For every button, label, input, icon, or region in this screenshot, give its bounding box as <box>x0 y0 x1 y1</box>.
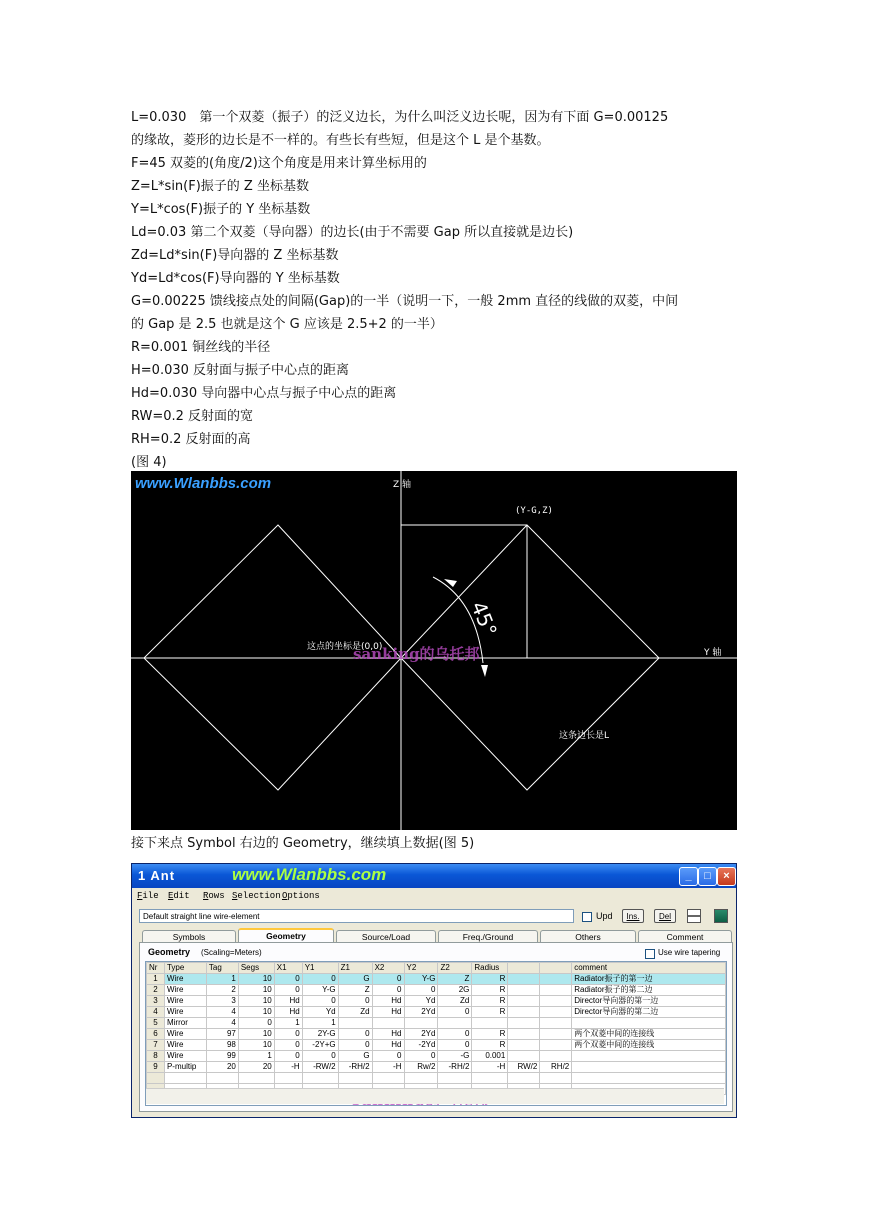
window-title: 1 Ant <box>138 868 176 883</box>
calculator-icon[interactable] <box>714 909 728 923</box>
tab-source-load[interactable]: Source/Load <box>336 930 436 942</box>
grid-cell[interactable]: 20 <box>206 1062 238 1073</box>
grid-cell[interactable]: Wire <box>164 985 206 996</box>
fig4-overlay-watermark: sanking的乌托邦 <box>353 645 480 663</box>
menu-file[interactable]: File <box>137 891 159 901</box>
grid-cell[interactable]: 0 <box>338 996 372 1007</box>
text-line: L=0.030 第一个双菱（振子）的泛义边长，为什么叫泛义边长呢，因为有下面 G=0.00125 <box>131 110 669 125</box>
text-line: RH=0.2 反射面的高 <box>131 432 251 447</box>
empty-cell[interactable] <box>472 1073 508 1084</box>
geometry-panel <box>139 942 733 1112</box>
row-number-cell[interactable]: 7 <box>147 1040 165 1051</box>
edge-label: 这条边长是L <box>559 731 610 741</box>
grid-cell[interactable] <box>540 996 572 1007</box>
grid-cell[interactable]: 1 <box>302 1018 338 1029</box>
text-line: 的 Gap 是 2.5 也就是这个 G 应该是 2.5+2 的一半） <box>131 317 443 332</box>
figure-4-diagram <box>131 471 737 830</box>
grid-cell[interactable] <box>540 1018 572 1029</box>
fig4-watermark: www.Wlanbbs.com <box>135 475 272 492</box>
text-line: Y=L*cos(F)振子的 Y 坐标基数 <box>131 202 311 217</box>
grid-cell[interactable]: Y-G <box>404 974 438 985</box>
grid-cell[interactable]: 4 <box>206 1018 238 1029</box>
grid-cell[interactable]: 0 <box>372 1051 404 1062</box>
grid-cell[interactable]: 0 <box>274 1051 302 1062</box>
row-number-cell[interactable]: 3 <box>147 996 165 1007</box>
grid-cell[interactable]: -H <box>472 1062 508 1073</box>
grid-cell[interactable]: 0 <box>274 985 302 996</box>
grid-cell[interactable]: Wire <box>164 1007 206 1018</box>
grid-cell[interactable]: 20 <box>238 1062 274 1073</box>
title-watermark: www.Wlanbbs.com <box>232 865 387 884</box>
grid-cell[interactable]: 99 <box>206 1051 238 1062</box>
grid-cell[interactable] <box>540 1007 572 1018</box>
copy-icon[interactable] <box>687 909 701 923</box>
document-text <box>131 106 738 474</box>
empty-cell[interactable] <box>404 1073 438 1084</box>
empty-cell[interactable] <box>147 1073 165 1084</box>
grid-cell[interactable]: 10 <box>238 985 274 996</box>
grid-cell[interactable]: R <box>472 985 508 996</box>
grid-cell[interactable]: -2Y+G <box>302 1040 338 1051</box>
grid-cell[interactable]: 1 <box>238 1051 274 1062</box>
geometry-grid <box>145 961 727 1106</box>
grid-cell[interactable]: 0 <box>274 1040 302 1051</box>
grid-cell[interactable]: 10 <box>238 1029 274 1040</box>
grid-cell[interactable]: Hd <box>372 996 404 1007</box>
grid-cell[interactable]: Wire <box>164 1040 206 1051</box>
grid-cell[interactable]: R <box>472 996 508 1007</box>
grid-cell[interactable]: Wire <box>164 1051 206 1062</box>
grid-cell[interactable] <box>508 996 540 1007</box>
empty-cell[interactable] <box>372 1073 404 1084</box>
grid-cell[interactable] <box>404 1018 438 1029</box>
grid-cell[interactable]: Z <box>338 985 372 996</box>
table-row[interactable] <box>147 1007 726 1018</box>
grid-cell[interactable]: G <box>338 974 372 985</box>
grid-cell[interactable]: 0 <box>438 1029 472 1040</box>
grid-cell[interactable] <box>540 985 572 996</box>
grid-cell[interactable] <box>508 985 540 996</box>
geometry-table <box>146 962 726 1095</box>
grid-cell[interactable]: 0 <box>338 1029 372 1040</box>
table-row[interactable] <box>147 1040 726 1051</box>
menu-edit[interactable]: Edit <box>168 891 190 901</box>
comment-cell[interactable] <box>572 1062 726 1073</box>
row-number-cell[interactable]: 8 <box>147 1051 165 1062</box>
grid-cell[interactable]: -RH/2 <box>438 1062 472 1073</box>
grid-cell[interactable]: 2Yd <box>404 1029 438 1040</box>
empty-cell[interactable] <box>572 1073 726 1084</box>
grid-cell[interactable] <box>540 974 572 985</box>
grid-cell[interactable]: Wire <box>164 996 206 1007</box>
angle-arrow-bottom <box>481 665 488 677</box>
grid-cell[interactable] <box>508 974 540 985</box>
table-row[interactable] <box>147 1051 726 1062</box>
grid-cell[interactable]: Yd <box>404 996 438 1007</box>
grid-cell[interactable]: Wire <box>164 1029 206 1040</box>
grid-cell[interactable]: 0 <box>438 1040 472 1051</box>
grid-cell[interactable] <box>540 1029 572 1040</box>
grid-cell[interactable]: -H <box>372 1062 404 1073</box>
grid-column-header[interactable]: Y1 <box>302 963 338 974</box>
text-line: Ld=0.03 第二个双菱（导向器）的边长(由于不需要 Gap 所以直接就是边长) <box>131 225 574 240</box>
text-line: Hd=0.030 导向器中心点与振子中心点的距离 <box>131 386 397 401</box>
grid-cell[interactable]: 97 <box>206 1029 238 1040</box>
grid-cell[interactable]: 0 <box>404 1051 438 1062</box>
row-number-cell[interactable]: 5 <box>147 1018 165 1029</box>
grid-cell[interactable] <box>540 1051 572 1062</box>
upd-label: Upd <box>596 911 613 921</box>
empty-cell[interactable] <box>164 1073 206 1084</box>
grid-cell[interactable]: R <box>472 974 508 985</box>
tab-freq-ground[interactable]: Freq./Ground <box>438 930 538 942</box>
grid-cell[interactable] <box>508 1040 540 1051</box>
grid-cell[interactable]: 0 <box>372 974 404 985</box>
grid-cell[interactable]: -RH/2 <box>338 1062 372 1073</box>
grid-column-header[interactable]: Nr <box>147 963 165 974</box>
grid-cell[interactable]: 0 <box>238 1018 274 1029</box>
grid-cell[interactable] <box>508 1029 540 1040</box>
row-number-cell[interactable]: 2 <box>147 985 165 996</box>
grid-cell[interactable]: 3 <box>206 996 238 1007</box>
grid-cell[interactable]: 10 <box>238 1040 274 1051</box>
grid-cell[interactable]: 4 <box>206 1007 238 1018</box>
status-field: Default straight line wire-element <box>139 909 574 923</box>
grid-cell[interactable]: Y-G <box>302 985 338 996</box>
empty-cell[interactable] <box>238 1073 274 1084</box>
grid-cell[interactable]: -RW/2 <box>302 1062 338 1073</box>
grid-cell[interactable]: -2Yd <box>404 1040 438 1051</box>
grid-cell[interactable]: 0 <box>274 1029 302 1040</box>
grid-column-header[interactable]: Tag <box>206 963 238 974</box>
tab-comment[interactable]: Comment <box>638 930 732 942</box>
empty-row[interactable] <box>147 1073 726 1084</box>
del-button[interactable] <box>654 909 676 923</box>
comment-cell[interactable]: Director导向器的第一边 <box>572 996 726 1007</box>
grid-column-header[interactable]: Z1 <box>338 963 372 974</box>
grid-cell[interactable] <box>508 1051 540 1062</box>
text-line: F=45 双菱的(角度/2)这个角度是用来计算坐标用的 <box>131 156 427 171</box>
tab-geometry[interactable]: Geometry <box>238 928 334 943</box>
grid-cell[interactable]: RW/2 <box>508 1062 540 1073</box>
grid-cell[interactable]: Wire <box>164 974 206 985</box>
grid-cell[interactable]: Rw/2 <box>404 1062 438 1073</box>
empty-cell[interactable] <box>274 1073 302 1084</box>
grid-cell[interactable] <box>508 1018 540 1029</box>
grid-cell[interactable]: R <box>472 1029 508 1040</box>
grid-cell[interactable]: 2 <box>206 985 238 996</box>
empty-cell[interactable] <box>206 1073 238 1084</box>
grid-column-header[interactable] <box>540 963 572 974</box>
text-line: R=0.001 铜丝线的半径 <box>131 340 271 355</box>
maximize-button[interactable]: □ <box>698 867 717 886</box>
grid-column-header[interactable]: comment <box>572 963 726 974</box>
comment-cell[interactable]: Radiator振子的第二边 <box>572 985 726 996</box>
menu-rows[interactable]: Rows <box>203 891 225 901</box>
menu-bar <box>132 889 736 905</box>
grid-column-header[interactable]: Y2 <box>404 963 438 974</box>
text-line: Yd=Ld*cos(F)导向器的 Y 坐标基数 <box>131 271 340 286</box>
grid-cell[interactable]: 0 <box>302 1051 338 1062</box>
text-line: H=0.030 反射面与振子中心点的距离 <box>131 363 350 378</box>
grid-cell[interactable]: 2G <box>438 985 472 996</box>
comment-cell[interactable]: Director导向器的第二边 <box>572 1007 726 1018</box>
grid-cell[interactable]: R <box>472 1007 508 1018</box>
minimize-button[interactable]: _ <box>679 867 698 886</box>
grid-cell[interactable]: 0 <box>404 985 438 996</box>
grid-cell[interactable]: 10 <box>238 996 274 1007</box>
panel-title: Geometry <box>148 947 191 957</box>
empty-cell[interactable] <box>302 1073 338 1084</box>
grid-cell[interactable]: Mirror <box>164 1018 206 1029</box>
horizontal-scrollbar[interactable] <box>146 1088 724 1104</box>
grid-cell[interactable]: Hd <box>372 1040 404 1051</box>
grid-cell[interactable]: Hd <box>372 1029 404 1040</box>
row-number-cell[interactable]: 6 <box>147 1029 165 1040</box>
grid-cell[interactable]: 1 <box>206 974 238 985</box>
y-axis-label: Y 轴 <box>704 648 722 658</box>
grid-cell[interactable]: Zd <box>338 1007 372 1018</box>
close-button[interactable]: × <box>717 867 736 886</box>
scaling-label: (Scaling=Meters) <box>201 948 262 957</box>
grid-column-header[interactable]: Segs <box>238 963 274 974</box>
grid-column-header[interactable]: X1 <box>274 963 302 974</box>
grid-header-row <box>147 963 726 974</box>
grid-cell[interactable]: 0.001 <box>472 1051 508 1062</box>
tab-others[interactable]: Others <box>540 930 636 942</box>
table-row[interactable] <box>147 1018 726 1029</box>
tab-strip <box>139 929 734 943</box>
comment-cell[interactable]: 两个双菱中间的连接线 <box>572 1040 726 1051</box>
comment-cell[interactable] <box>572 1018 726 1029</box>
grid-cell[interactable] <box>472 1018 508 1029</box>
grid-cell[interactable] <box>508 1007 540 1018</box>
text-line: (图 4) <box>131 455 167 470</box>
grid-cell[interactable] <box>438 1018 472 1029</box>
empty-cell[interactable] <box>540 1073 572 1084</box>
table-row[interactable] <box>147 996 726 1007</box>
grid-cell[interactable]: 2Yd <box>404 1007 438 1018</box>
corner-label: (Y-G,Z) <box>515 506 553 516</box>
z-axis-label: Z 轴 <box>393 480 412 490</box>
comment-cell[interactable]: 两个双菱中间的连接线 <box>572 1029 726 1040</box>
empty-cell[interactable] <box>338 1073 372 1084</box>
tab-symbols[interactable]: Symbols <box>142 930 236 942</box>
text-line: 的缘故，菱形的边长是不一样的。有些长有些短，但是这个 L 是个基数。 <box>131 133 550 148</box>
comment-cell[interactable]: Radiator振子的第一边 <box>572 974 726 985</box>
row-number-cell[interactable]: 9 <box>147 1062 165 1073</box>
upd-checkbox[interactable] <box>582 912 592 922</box>
angle-label: 45° <box>466 597 502 640</box>
grid-column-header[interactable] <box>508 963 540 974</box>
table-row[interactable] <box>147 974 726 985</box>
figure-5-window <box>131 863 737 1118</box>
grid-cell[interactable] <box>372 1018 404 1029</box>
toolbar <box>132 907 736 927</box>
row-number-cell[interactable]: 4 <box>147 1007 165 1018</box>
text-line: Z=L*sin(F)振子的 Z 坐标基数 <box>131 179 309 194</box>
grid-cell[interactable]: 98 <box>206 1040 238 1051</box>
ins-button[interactable] <box>622 909 644 923</box>
empty-cell[interactable] <box>438 1073 472 1084</box>
taper-label: Use wire tapering <box>658 948 721 957</box>
text-line: Zd=Ld*sin(F)导向器的 Z 坐标基数 <box>131 248 339 263</box>
ins-button-label: Ins. <box>626 912 640 921</box>
grid-cell[interactable]: Zd <box>438 996 472 1007</box>
figure-4-svg <box>131 471 737 830</box>
grid-cell[interactable]: 0 <box>274 974 302 985</box>
grid-column-header[interactable]: Radius <box>472 963 508 974</box>
figure-5-caption: 接下来点 Symbol 右边的 Geometry，继续填上数据(图 5) <box>131 836 475 851</box>
del-button-label: Del <box>658 912 671 921</box>
origin-label: 这点的坐标是(0,0) <box>307 642 383 652</box>
text-line: G=0.00225 馈线接点处的间隔(Gap)的一半（说明一下，一般 2mm 直径的线做的双菱，中间 <box>131 294 679 309</box>
grid-cell[interactable]: Yd <box>302 1007 338 1018</box>
table-row[interactable] <box>147 1062 726 1073</box>
row-number-cell[interactable]: 1 <box>147 974 165 985</box>
grid-cell[interactable]: Z <box>438 974 472 985</box>
grid-cell[interactable]: 0 <box>302 974 338 985</box>
text-line: RW=0.2 反射面的宽 <box>131 409 254 424</box>
grid-cell[interactable]: 2Y-G <box>302 1029 338 1040</box>
grid-cell[interactable]: R <box>472 1040 508 1051</box>
grid-column-header[interactable]: X2 <box>372 963 404 974</box>
comment-cell[interactable] <box>572 1051 726 1062</box>
title-bar[interactable] <box>132 864 736 888</box>
grid-cell[interactable]: G <box>338 1051 372 1062</box>
grid-cell[interactable]: P-multip <box>164 1062 206 1073</box>
empty-cell[interactable] <box>508 1073 540 1084</box>
grid-column-header[interactable]: Z2 <box>438 963 472 974</box>
grid-cell[interactable]: 0 <box>302 996 338 1007</box>
grid-cell[interactable]: 0 <box>372 985 404 996</box>
grid-cell[interactable]: 0 <box>438 1007 472 1018</box>
grid-cell[interactable]: 0 <box>338 1040 372 1051</box>
menu-options[interactable]: Options <box>282 891 320 901</box>
table-row[interactable] <box>147 985 726 996</box>
grid-cell[interactable] <box>540 1040 572 1051</box>
grid-cell[interactable]: RH/2 <box>540 1062 572 1073</box>
grid-cell[interactable]: 10 <box>238 974 274 985</box>
grid-cell[interactable]: Hd <box>372 1007 404 1018</box>
table-row[interactable] <box>147 1029 726 1040</box>
taper-checkbox[interactable] <box>645 949 655 959</box>
grid-cell[interactable]: Hd <box>274 996 302 1007</box>
grid-cell[interactable]: 10 <box>238 1007 274 1018</box>
grid-cell[interactable]: -H <box>274 1062 302 1073</box>
grid-cell[interactable] <box>338 1018 372 1029</box>
grid-column-header[interactable]: Type <box>164 963 206 974</box>
grid-cell[interactable]: Hd <box>274 1007 302 1018</box>
grid-cell[interactable]: 1 <box>274 1018 302 1029</box>
grid-cell[interactable]: -G <box>438 1051 472 1062</box>
menu-selection[interactable]: Selection <box>232 891 281 901</box>
